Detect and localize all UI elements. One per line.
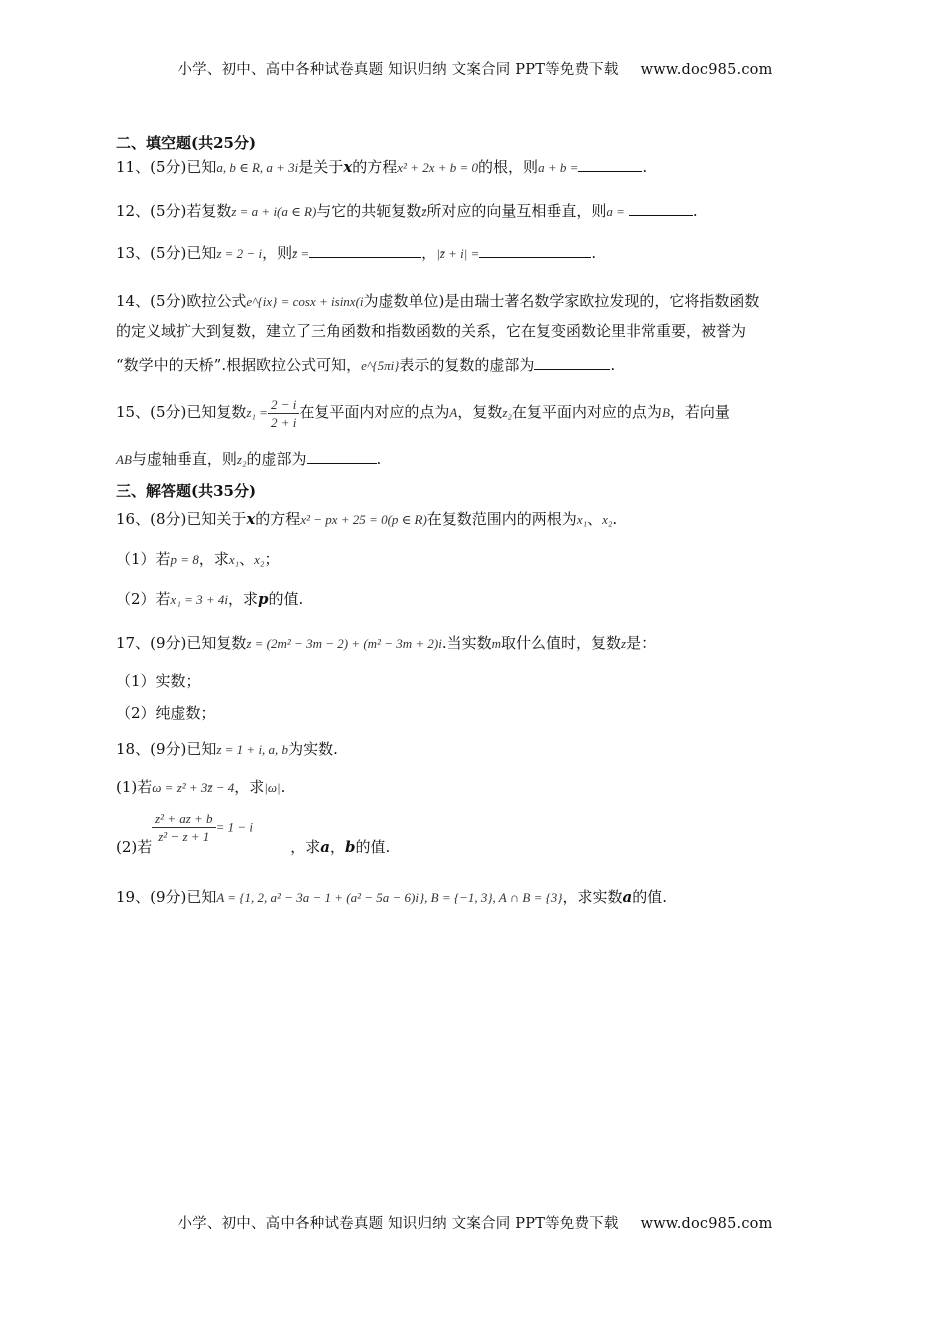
- question-11: 11、(5分)已知a, b ∈ R, a + 3i是关于x的方程x² + 2x + b = 0的根，则a + b = .: [116, 158, 648, 176]
- math-expr: z = a + i(a ∈ R): [231, 204, 317, 219]
- question-17-part-2: （2）纯虚数；: [116, 704, 216, 722]
- question-17-part-1: （1）实数；: [116, 672, 201, 690]
- page-header: [0, 58, 950, 79]
- question-14-line-3: “数学中的天桥”.根据欧拉公式可知，e^{5πi}表示的复数的虚部为 .: [116, 356, 616, 374]
- answer-blank[interactable]: [479, 243, 591, 258]
- math-expr: |z̄ + i| =: [436, 246, 480, 261]
- math-expr: x² − px + 25 = 0(p ∈ R): [300, 512, 427, 527]
- answer-blank[interactable]: [629, 201, 693, 216]
- question-16: 16、(8分)已知关于x的方程x² − px + 25 = 0(p ∈ R)在复数范围内的两根为x₁、x₂.: [116, 510, 618, 528]
- footer-site: www.doc985.com: [640, 1216, 773, 1232]
- question-15-line-2: AB与虚轴垂直，则z₂的虚部为 .: [116, 450, 382, 468]
- answer-blank[interactable]: [307, 449, 377, 464]
- section-fill-title: 二、填空题(共25分): [116, 134, 257, 152]
- question-16-part-2: （2）若x₁ = 3 + 4i，求p的值.: [116, 590, 304, 608]
- question-18: 18、(9分)已知z = 1 + i, a, b为实数.: [116, 740, 338, 758]
- question-15-line-1: 15、(5分)已知复数z₁ = $\frac{2 - i}{2 + i}$ 在复平面内对应的点为A，复数z₂在复平面内对应的点为B，若向量: [116, 396, 730, 430]
- fraction: $\frac{2 - i}{2 + i}$: [268, 396, 299, 431]
- math-expr: e^{ix} = cosx + isinx(i: [246, 294, 364, 309]
- math-expr: z = 1 + i, a, b: [216, 742, 289, 757]
- question-19: 19、(9分)已知A = {1, 2, a² − 3a − 1 + (a² − 5a − 6)i}, B = {−1, 3}, A ∩ B = {3}，求实数a的值.: [116, 888, 668, 906]
- header-text: 小学、初中、高中各种试卷真题 知识归纳 文案合同 PPT等免费下载: [177, 62, 619, 78]
- header-site: www.doc985.com: [640, 62, 773, 78]
- question-17: 17、(9分)已知复数z = (2m² − 3m − 2) + (m² − 3m + 2)i.当实数m取什么值时，复数z是：: [116, 634, 657, 652]
- math-expr: z̄: [421, 204, 427, 219]
- question-13: 13、(5分)已知z = 2 − i，则z̄ = ，|z̄ + i| = .: [116, 244, 597, 262]
- answer-blank[interactable]: [578, 157, 642, 172]
- math-expr: x² + 2x + b = 0: [397, 160, 479, 175]
- section-solve-title: 三、解答题(共35分): [116, 482, 257, 500]
- question-18-part-1: (1)若ω = z² + 3z̄ − 4，求|ω|.: [116, 778, 286, 796]
- math-expr: z = 2 − i: [216, 246, 263, 261]
- math-expr: A = {1, 2, a² − 3a − 1 + (a² − 5a − 6)i}, B = {−1, 3}, A ∩ B = {3}: [216, 890, 563, 905]
- footer-text: 小学、初中、高中各种试卷真题 知识归纳 文案合同 PPT等免费下载: [177, 1216, 619, 1232]
- math-expr: z₁ =: [246, 405, 268, 420]
- math-expr: a =: [606, 204, 625, 219]
- question-18-part-2: (2)若 ，求a，b的值.: [116, 838, 391, 856]
- math-expr: z = (2m² − 3m − 2) + (m² − 3m + 2)i: [246, 636, 442, 651]
- question-14-line-2: 的定义域扩大到复数，建立了三角函数和指数函数的关系，它在复变函数论里非常重要，被誉为: [116, 322, 747, 340]
- question-14-line-1: 14、(5分)欧拉公式e^{ix} = cosx + isinx(i为虚数单位)是由瑞士著名数学家欧拉发现的，它将指数函数: [116, 292, 760, 310]
- question-12: 12、(5分)若复数z = a + i(a ∈ R)与它的共轭复数z̄所对应的向量互相垂直，则a = .: [116, 202, 698, 220]
- question-18-part-2-fraction: $\frac{\text{z² + az + b}}{\text{z² − z + 1}}$ = 1 − i: [116, 810, 253, 845]
- math-expr: a, b ∈ R, a + 3i: [216, 160, 299, 175]
- answer-blank[interactable]: [534, 355, 610, 370]
- math-expr: a + b =: [538, 160, 579, 175]
- fraction: $\frac{\text{z² + az + b}}{\text{z² − z + 1}}$: [152, 810, 216, 845]
- answer-blank[interactable]: [309, 243, 421, 258]
- page-footer: [0, 1212, 950, 1233]
- question-16-part-1: （1）若p = 8，求x₁、x₂；: [116, 550, 280, 568]
- math-expr: z̄ =: [292, 246, 310, 261]
- math-expr: e^{5πi}: [361, 358, 400, 373]
